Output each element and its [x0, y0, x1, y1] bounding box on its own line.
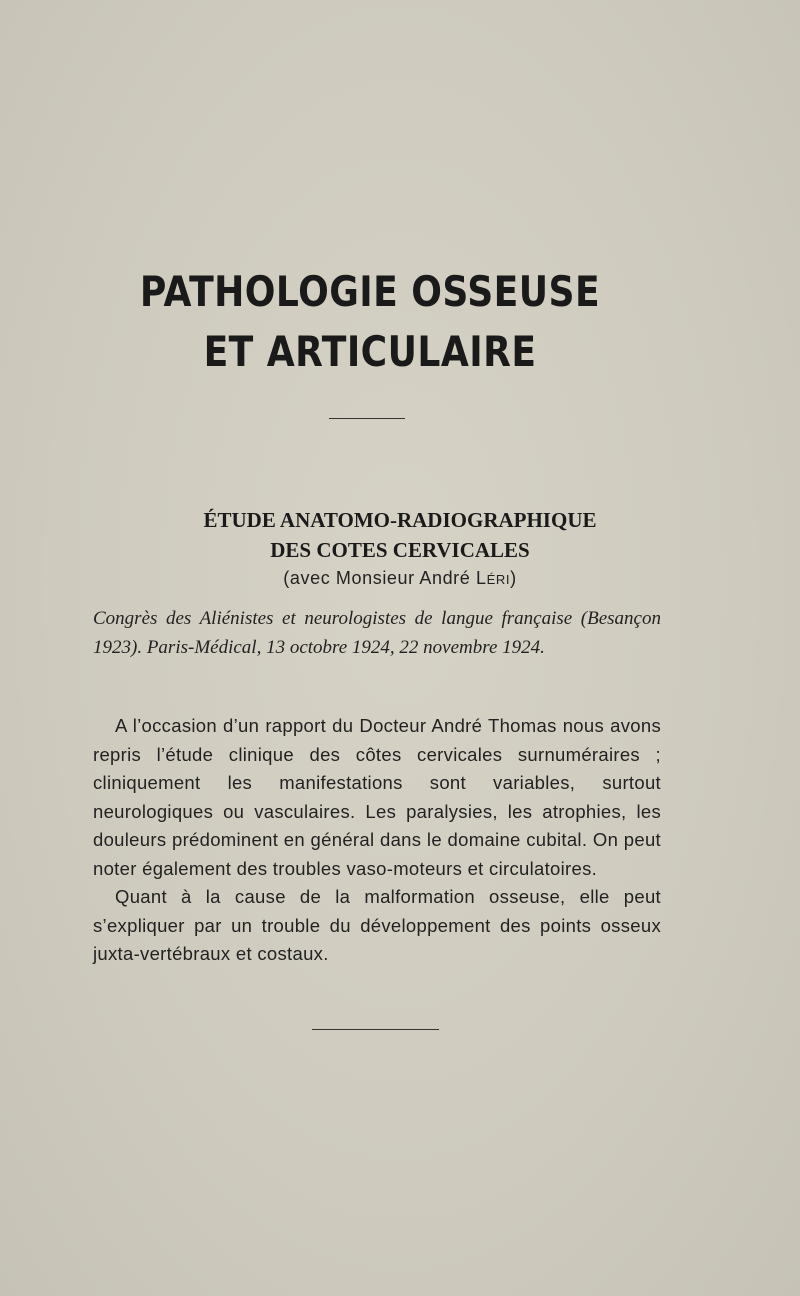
- bottom-divider: [312, 1029, 439, 1030]
- section-title: [103, 262, 636, 382]
- article-body: [93, 712, 661, 969]
- coauthor-suffix: ): [510, 568, 517, 588]
- paragraph-2: Quant à la cause de la malformation osseuse, elle peut s’expliquer par un trouble du développement des points osseux juxta-vertébraux et costaux.: [93, 886, 661, 964]
- citation: Congrès des Aliénistes et neurologistes de langue française (Besançon 1923). Paris-Médical, 13 octobre 1924, 22 novembre 1924.: [93, 608, 661, 658]
- article-title-line-1: ÉTUDE ANATOMO-RADIOGRAPHIQUE: [203, 508, 597, 532]
- section-title-line-2: ET ARTICULAIRE: [203, 327, 537, 376]
- coauthor-name: Léri: [476, 568, 511, 588]
- section-title-line-1: PATHOLOGIE OSSEUSE: [139, 267, 601, 316]
- coauthor-line: [130, 568, 670, 589]
- paragraph-1: A l’occasion d’un rapport du Docteur André Thomas nous avons repris l’étude clinique des côtes cervicales surnuméraires ; cliniquement les manifestations sont variables, surtout neurologiques ou vasculaires. Les paralysies, les atrophies, les douleurs prédominent en général dans le domaine cubital. On peut noter également des troubles vaso-moteurs et circulatoires.: [93, 715, 661, 879]
- article-title: [140, 505, 660, 565]
- top-divider: [329, 418, 405, 419]
- coauthor-prefix: (avec Monsieur André: [283, 568, 476, 588]
- article-title-line-2: DES COTES CERVICALES: [270, 538, 530, 562]
